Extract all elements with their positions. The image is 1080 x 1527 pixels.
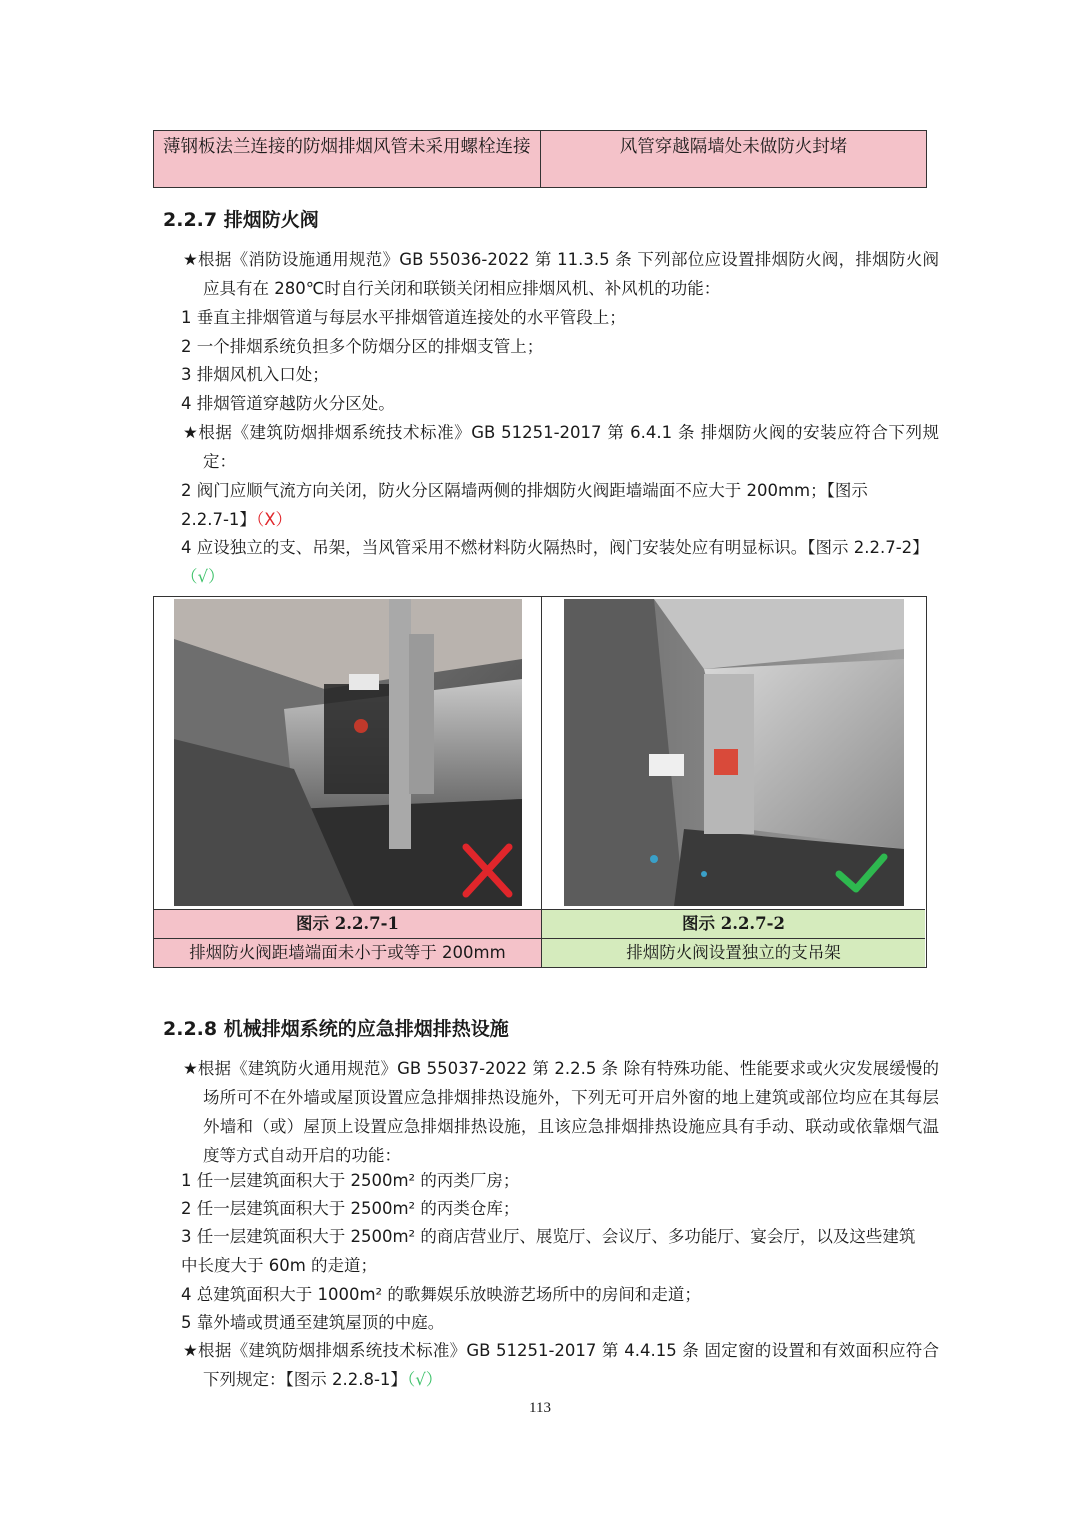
correct-mark: （√） — [406, 1370, 443, 1389]
regulation-paragraph: ★根据《建筑防火通用规范》GB 55037-2022 第 2.2.5 条 除有特殊功能、性能要求或火灾发展缓慢的场所可不在外墙或屋顶设置应急排烟排热设施外，下列无可开启外窗的地上建筑或部位均应在其每层外墙和（或）屋顶上设置应急排烟排热设施，且该应急排烟排热设施应具有手动、联动或依靠烟气温度等方式自动开启的功能： — [183, 1059, 939, 1165]
figure-caption-left: 排烟防火阀距墙端面未小于或等于 200mm — [154, 939, 542, 967]
figure-title-row — [154, 909, 925, 938]
list-item — [181, 533, 929, 591]
list-item: 5 靠外墙或贯通至建筑屋顶的中庭。 — [181, 1313, 445, 1332]
duct-photo-wrong — [174, 599, 522, 906]
figure-caption-row — [154, 938, 925, 967]
list-item-text: 2 阀门应顺气流方向关闭，防火分区隔墙两侧的排烟防火阀距墙端面不应大于 200mm；【图示 2.2.7-1】 — [181, 481, 868, 529]
list-item: 4 排烟管道穿越防火分区处。 — [181, 394, 395, 413]
list-item: 3 任一层建筑面积大于 2500m² 的商店营业厅、展览厅、会议厅、多功能厅、宴会厅，以及这些建筑中长度大于 60m 的走道； — [181, 1227, 916, 1275]
page-number: 113 — [529, 1400, 551, 1416]
photo-cell-left — [154, 597, 542, 909]
list-item: 2 一个排烟系统负担多个防烟分区的排烟支管上； — [181, 337, 544, 356]
correct-mark: （√） — [181, 567, 225, 586]
regulation-paragraph — [183, 1336, 939, 1394]
regulation-paragraph: ★根据《消防设施通用规范》GB 55036-2022 第 11.3.5 条 下列部位应设置排烟防火阀，排烟防火阀应具有在 280℃时自行关闭和联锁关闭相应排烟风机、补风机的功能： — [183, 250, 939, 298]
section-heading-2-2-8: 2.2.8 机械排烟系统的应急排烟排热设施 — [163, 1018, 509, 1040]
figure-title-left: 图示 2.2.7-1 — [154, 910, 542, 938]
list-item-text: 4 应设独立的支、吊架，当风管采用不燃材料防火隔热时，阀门安装处应有明显标识。【图示 2.2.7-2】 — [181, 538, 929, 557]
defect-table — [153, 130, 927, 188]
regulation-paragraph: ★根据《建筑防烟排烟系统技术标准》GB 51251-2017 第 6.4.1 条 排烟防火阀的安装应符合下列规定： — [183, 423, 939, 471]
list-item: 1 垂直主排烟管道与每层水平排烟管道连接处的水平管段上； — [181, 308, 626, 327]
duct-photo-correct — [564, 599, 904, 906]
figure-caption-right: 排烟防火阀设置独立的支吊架 — [542, 939, 925, 967]
section-heading-2-2-7: 2.2.7 排烟防火阀 — [163, 209, 319, 231]
list-item: 3 排烟风机入口处； — [181, 365, 329, 384]
list-item — [181, 476, 921, 534]
list-item: 1 任一层建筑面积大于 2500m² 的丙类厂房； — [181, 1171, 520, 1190]
paragraph-text: ★根据《建筑防烟排烟系统技术标准》GB 51251-2017 第 4.4.15 条 固定窗的设置和有效面积应符合下列规定：【图示 2.2.8-1】 — [183, 1341, 939, 1389]
figure-table — [153, 596, 927, 968]
wrong-mark: （X） — [255, 510, 292, 529]
figure-title-right: 图示 2.2.7-2 — [542, 910, 925, 938]
defect-cell-right: 风管穿越隔墙处未做防火封堵 — [541, 131, 926, 187]
list-item: 2 任一层建筑面积大于 2500m² 的丙类仓库； — [181, 1199, 520, 1218]
list-item: 4 总建筑面积大于 1000m² 的歌舞娱乐放映游艺场所中的房间和走道； — [181, 1285, 701, 1304]
photo-cell-right — [542, 597, 925, 909]
defect-cell-left: 薄钢板法兰连接的防烟排烟风管未采用螺栓连接 — [154, 131, 541, 187]
